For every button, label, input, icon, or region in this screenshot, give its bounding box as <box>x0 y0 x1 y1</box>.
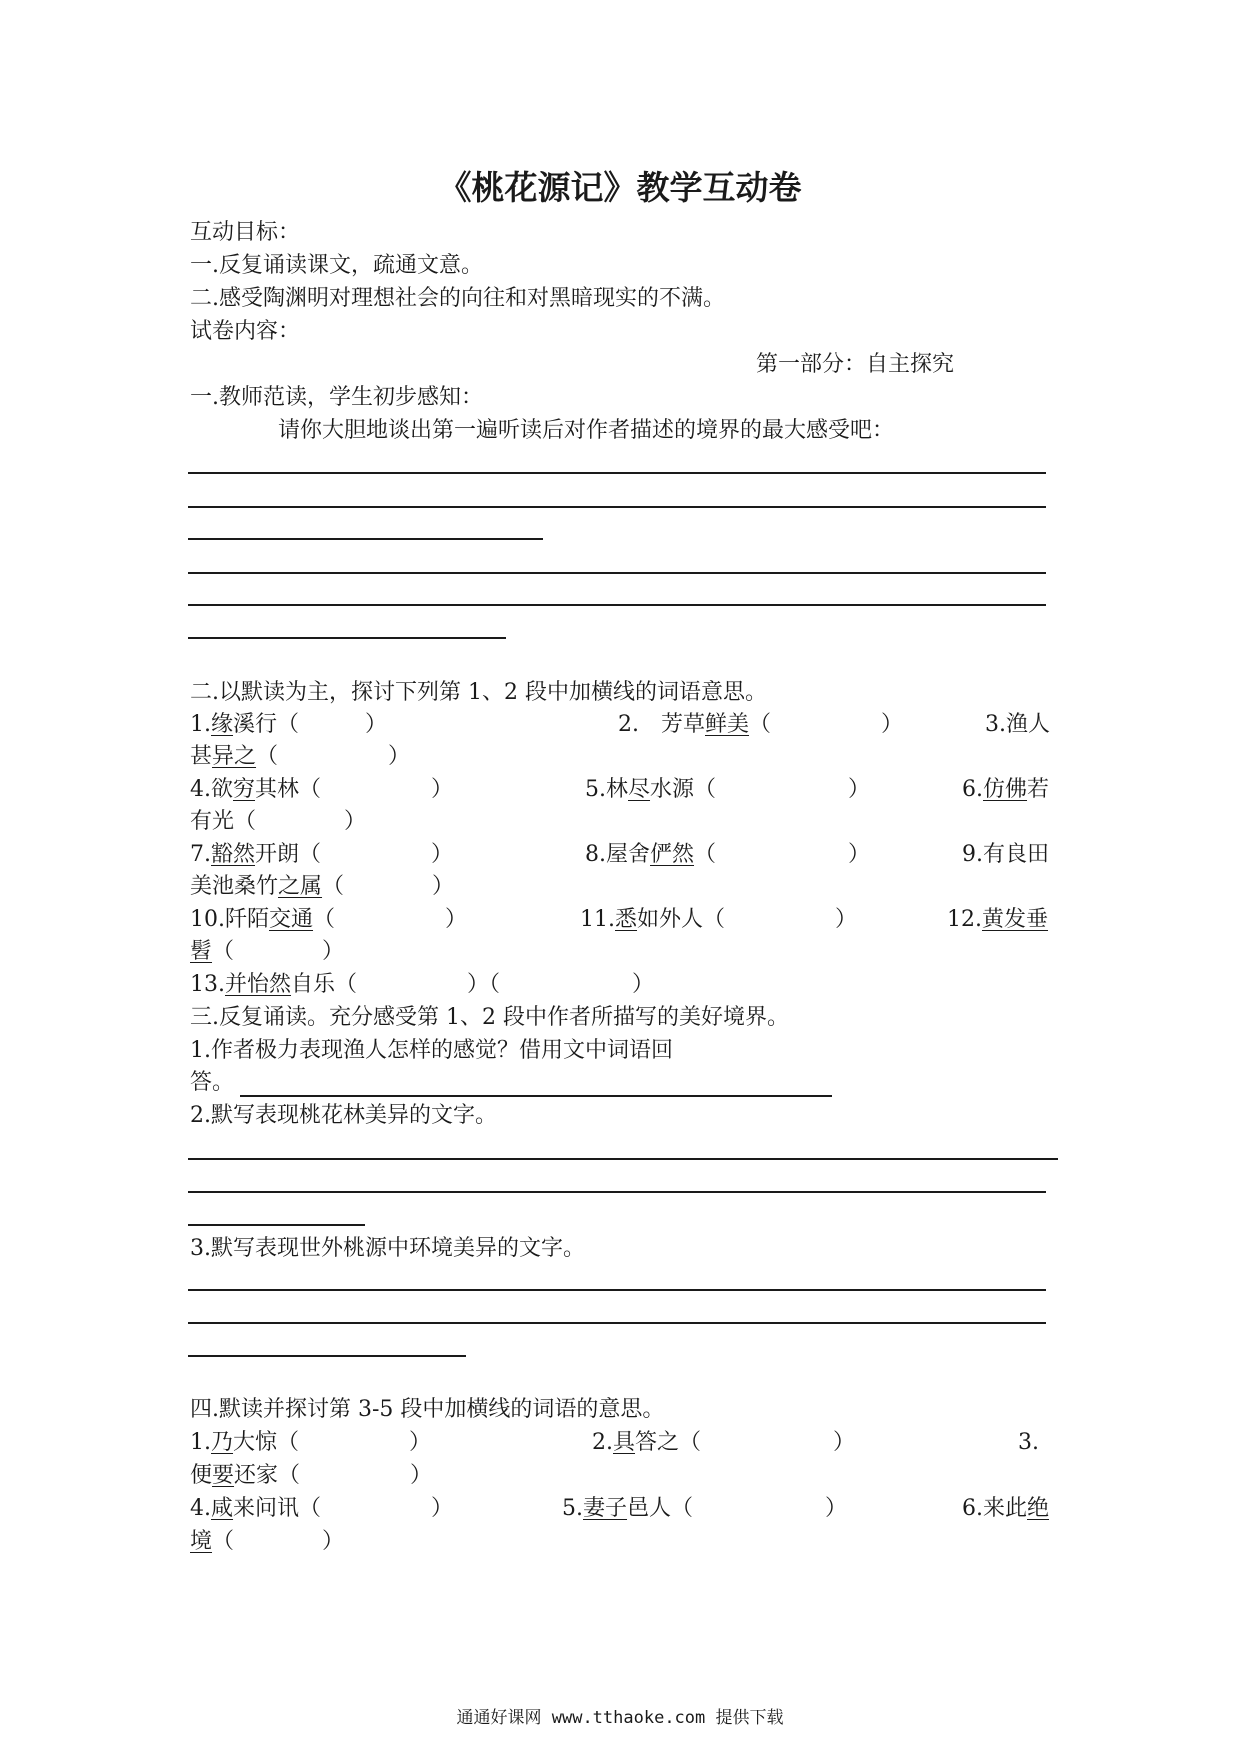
sec3-q1: 1.作者极力表现渔人怎样的感觉？借用文中词语回 <box>190 1038 673 1063</box>
vocab-item: 5.妻子邑人（ ） <box>562 1496 848 1521</box>
vocab-item: 3. <box>1018 1430 1039 1455</box>
vocab-item: 境（ ） <box>190 1529 345 1554</box>
vocab-item: 1.乃大惊（ ） <box>190 1430 432 1455</box>
sec2-heading: 二.以默读为主，探讨下列第 1、2 段中加横线的词语意思。 <box>190 680 767 705</box>
vocab-item: 9.有良田 <box>962 842 1049 867</box>
vocab-item: 6.仿佛若 <box>962 777 1050 802</box>
sec4-heading: 四.默读并探讨第 3-5 段中加横线的词语的意思。 <box>190 1397 665 1422</box>
vocab-item: 11.悉如外人（ ） <box>580 907 858 932</box>
footer: 通通好课网 www.tthaoke.com 提供下载 <box>456 1708 784 1728</box>
answer-line[interactable] <box>188 572 1046 574</box>
answer-line[interactable] <box>188 1191 1046 1193</box>
page-title: 《桃花源记》教学互动卷 <box>438 168 802 207</box>
answer-line[interactable] <box>188 1322 1046 1324</box>
vocab-item: 4.咸来问讯（ ） <box>190 1496 454 1521</box>
vocab-item: 8.屋舍俨然（ ） <box>585 842 871 867</box>
vocab-item: 12.黄发垂 <box>947 907 1049 932</box>
vocab-item: 2. 芳草鲜美（ ） <box>618 712 904 737</box>
vocab-item: 有光（ ） <box>190 809 367 834</box>
sec3-heading: 三.反复诵读。充分感受第 1、2 段中作者所描写的美好境界。 <box>190 1005 789 1030</box>
goal-1: 一.反复诵读课文，疏通文意。 <box>190 253 483 278</box>
vocab-item: 4.欲穷其林（ ） <box>190 777 454 802</box>
sec3-q3: 3.默写表现世外桃源中环境美异的文字。 <box>190 1236 585 1261</box>
answer-line[interactable] <box>188 506 1046 508</box>
sec1-prompt: 请你大胆地谈出第一遍听读后对作者描述的境界的最大感受吧： <box>278 418 895 443</box>
sec1-heading: 一.教师范读，学生初步感知： <box>190 385 483 410</box>
vocab-item: 2.具答之（ ） <box>592 1430 856 1455</box>
answer-line[interactable] <box>188 637 506 639</box>
answer-line[interactable] <box>188 1355 466 1357</box>
answer-line[interactable] <box>188 472 1046 474</box>
answer-line[interactable] <box>188 538 543 540</box>
answer-line[interactable] <box>188 1224 365 1226</box>
vocab-item: 便要还家（ ） <box>190 1463 433 1488</box>
sec3-q1-cont: 答。 <box>190 1070 235 1095</box>
answer-line[interactable] <box>188 1158 1058 1160</box>
vocab-item: 5.林尽水源（ ） <box>585 777 871 802</box>
vocab-item: 髫（ ） <box>190 939 345 964</box>
goal-2: 二.感受陶渊明对理想社会的向往和对黑暗现实的不满。 <box>190 286 725 311</box>
answer-line[interactable] <box>240 1095 832 1097</box>
answer-line[interactable] <box>188 604 1046 606</box>
vocab-item: 7.豁然开朗（ ） <box>190 842 454 867</box>
part1-heading: 第一部分：自主探究 <box>756 352 955 377</box>
vocab-item: 3.渔人 <box>985 712 1050 737</box>
vocab-item: 美池桑竹之属（ ） <box>190 874 455 899</box>
vocab-item: 1.缘溪行（ ） <box>190 712 388 737</box>
sec3-q2: 2.默写表现桃花林美异的文字。 <box>190 1103 497 1128</box>
content-label: 试卷内容： <box>190 319 301 344</box>
vocab-item: 甚异之（ ） <box>190 744 411 769</box>
goals-label: 互动目标： <box>190 220 301 245</box>
answer-line[interactable] <box>188 1289 1046 1291</box>
vocab-item: 13.并怡然自乐（ ）（ ） <box>190 972 655 997</box>
vocab-item: 10.阡陌交通（ ） <box>190 907 468 932</box>
vocab-item: 6.来此绝 <box>962 1496 1050 1521</box>
